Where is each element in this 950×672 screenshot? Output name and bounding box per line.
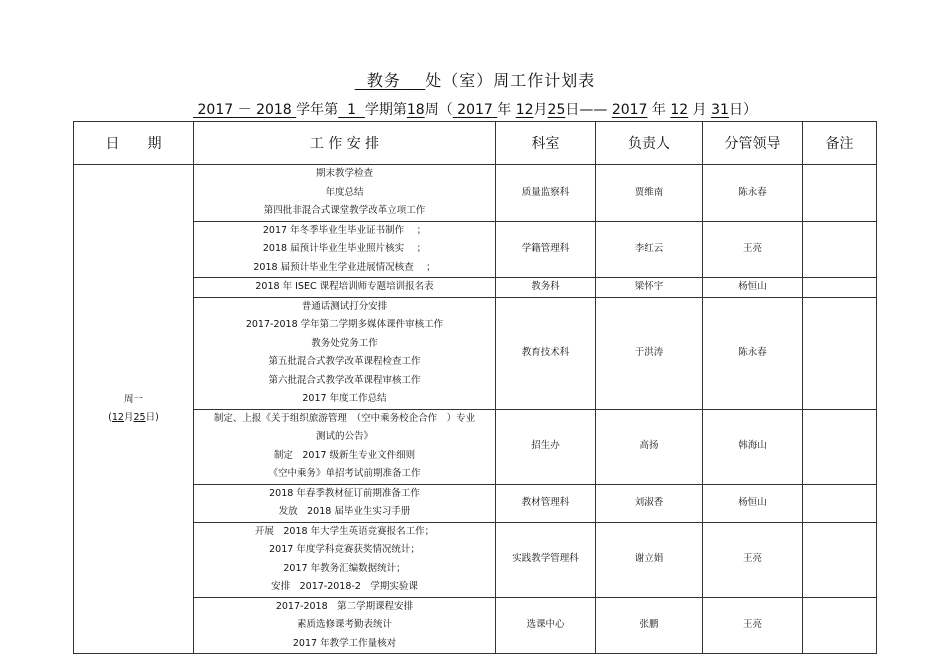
dept-cell: 教材管理科 (496, 484, 596, 522)
task-line: 2017 年度学科竞赛获奖情况统计； (269, 544, 420, 555)
title-dept: 教务 (366, 71, 401, 90)
task-line: 期末教学检查 (315, 168, 373, 179)
owner-cell: 张鹏 (596, 597, 703, 654)
task-line: 制定 2017 级新生专业文件细则 (273, 449, 416, 461)
to-day: 31 (711, 102, 729, 118)
task-line: 发放 2018 届毕业生实习手册 (278, 506, 411, 517)
owner-cell: 贾维南 (596, 165, 703, 222)
leader-cell: 王亮 (703, 597, 803, 654)
task-line: 2017-2018 第二学期课程安排 (275, 600, 414, 612)
task-line: 2017 年教学工作量核对 (292, 637, 397, 649)
from-day: 25 (547, 102, 566, 118)
work-cell (194, 297, 496, 409)
school-year: 2017 － 2018 (197, 102, 292, 118)
work-cell (194, 165, 496, 222)
leader-cell: 王亮 (703, 221, 803, 278)
leader-cell: 陈永春 (703, 297, 803, 409)
task-line: 教务处党务工作 (311, 337, 378, 349)
header-work: 工 作 安 排 (194, 122, 496, 165)
day-date: (12月25日) (108, 412, 159, 423)
task-line: 2017-2018 学年第二学期多媒体课件审核工作 (245, 319, 444, 330)
owner-cell: 高扬 (596, 409, 703, 484)
task-line: 制定、上报《关于组织旅游管理 （空中乘务校企合作 ）专业 (213, 412, 476, 424)
dept-cell: 教务科 (496, 278, 596, 298)
leader-cell: 陈永春 (703, 165, 803, 222)
weekly-plan-table (73, 121, 877, 654)
work-cell (194, 278, 496, 298)
task-line: 素质选修课考勤表统计 (296, 619, 392, 630)
dept-cell: 实践教学管理科 (496, 522, 596, 597)
note-cell (803, 522, 877, 597)
table-row (74, 522, 877, 597)
note-cell (803, 297, 877, 409)
page-title (0, 68, 950, 91)
table-row (74, 165, 877, 222)
header-note: 备注 (803, 122, 877, 165)
header-dept: 科室 (496, 122, 596, 165)
task-line: 年度总结 (325, 186, 364, 198)
week-number: 18 (406, 102, 425, 118)
header-date: 日 期 (74, 122, 194, 165)
task-line: 2018 届预计毕业生毕业照片核实 ； (262, 243, 427, 254)
task-line: 安排 2017-2018-2 学期实验课 (271, 581, 418, 592)
dept-cell: 选课中心 (496, 597, 596, 654)
note-cell (803, 165, 877, 222)
table-row (74, 597, 877, 654)
owner-cell: 于洪涛 (596, 297, 703, 409)
owner-cell: 刘淑香 (596, 484, 703, 522)
note-cell (803, 221, 877, 278)
dept-cell: 招生办 (496, 409, 596, 484)
task-line: 2018 届预计毕业生学业进展情况核查 ； (253, 261, 436, 273)
work-cell (194, 221, 496, 278)
task-line: 2017 年冬季毕业生毕业证书制作 ； (262, 224, 427, 236)
day-cell (74, 165, 194, 654)
task-line: 《空中乘务》单招考试前期准备工作 (268, 468, 421, 479)
table-row (74, 297, 877, 409)
table-header-row (74, 122, 877, 165)
task-line: 2018 年 ISEC 课程培训师专题培训报名表 (255, 281, 434, 292)
week-range-line: 2017 － 2018 学年第 1 学期第18周（ 2017 年 12月25日—— 2017 年 12 月 31日） (0, 99, 950, 119)
leader-cell: 韩海山 (703, 409, 803, 484)
header-leader: 分管领导 (703, 122, 803, 165)
term-number: 1 (347, 102, 356, 118)
leader-cell: 杨恒山 (703, 278, 803, 298)
work-cell (194, 522, 496, 597)
note-cell (803, 409, 877, 484)
owner-cell: 谢立娟 (596, 522, 703, 597)
table-row (74, 409, 877, 484)
table-row (74, 484, 877, 522)
title-rest: 处（室）周工作计划表 (425, 71, 596, 90)
header-owner: 负责人 (596, 122, 703, 165)
note-cell (803, 278, 877, 298)
dept-cell: 教育技术科 (496, 297, 596, 409)
to-year: 2017 (611, 102, 648, 118)
table-row (74, 278, 877, 298)
work-cell (194, 484, 496, 522)
leader-cell: 王亮 (703, 522, 803, 597)
from-year: 2017 (457, 102, 493, 118)
owner-cell: 梁怀宇 (596, 278, 703, 298)
work-cell (194, 409, 496, 484)
task-line: 2017 年度工作总结 (302, 393, 387, 404)
from-month: 12 (515, 102, 534, 118)
owner-cell: 李红云 (596, 221, 703, 278)
task-line: 2018 年春季教材征订前期准备工作 (269, 487, 420, 499)
work-cell (194, 597, 496, 654)
task-line: 普通话测试打分安排 (301, 300, 388, 312)
leader-cell: 杨恒山 (703, 484, 803, 522)
task-line: 测试的公告》 (315, 431, 373, 442)
dept-cell: 质量监察科 (496, 165, 596, 222)
dept-cell: 学籍管理科 (496, 221, 596, 278)
task-line: 开展 2018 年大学生英语竞赛报名工作； (254, 525, 435, 537)
weekday-label: 周一 (123, 393, 143, 405)
task-line: 第五批混合式教学改革课程检查工作 (268, 356, 421, 367)
task-line: 2017 年教务汇编数据统计； (283, 562, 406, 574)
table-row (74, 221, 877, 278)
to-month: 12 (670, 102, 689, 118)
note-cell (803, 597, 877, 654)
note-cell (803, 484, 877, 522)
task-line: 第六批混合式教学改革课程审核工作 (268, 374, 421, 386)
task-line: 第四批非混合式课堂教学改革立项工作 (263, 205, 426, 216)
